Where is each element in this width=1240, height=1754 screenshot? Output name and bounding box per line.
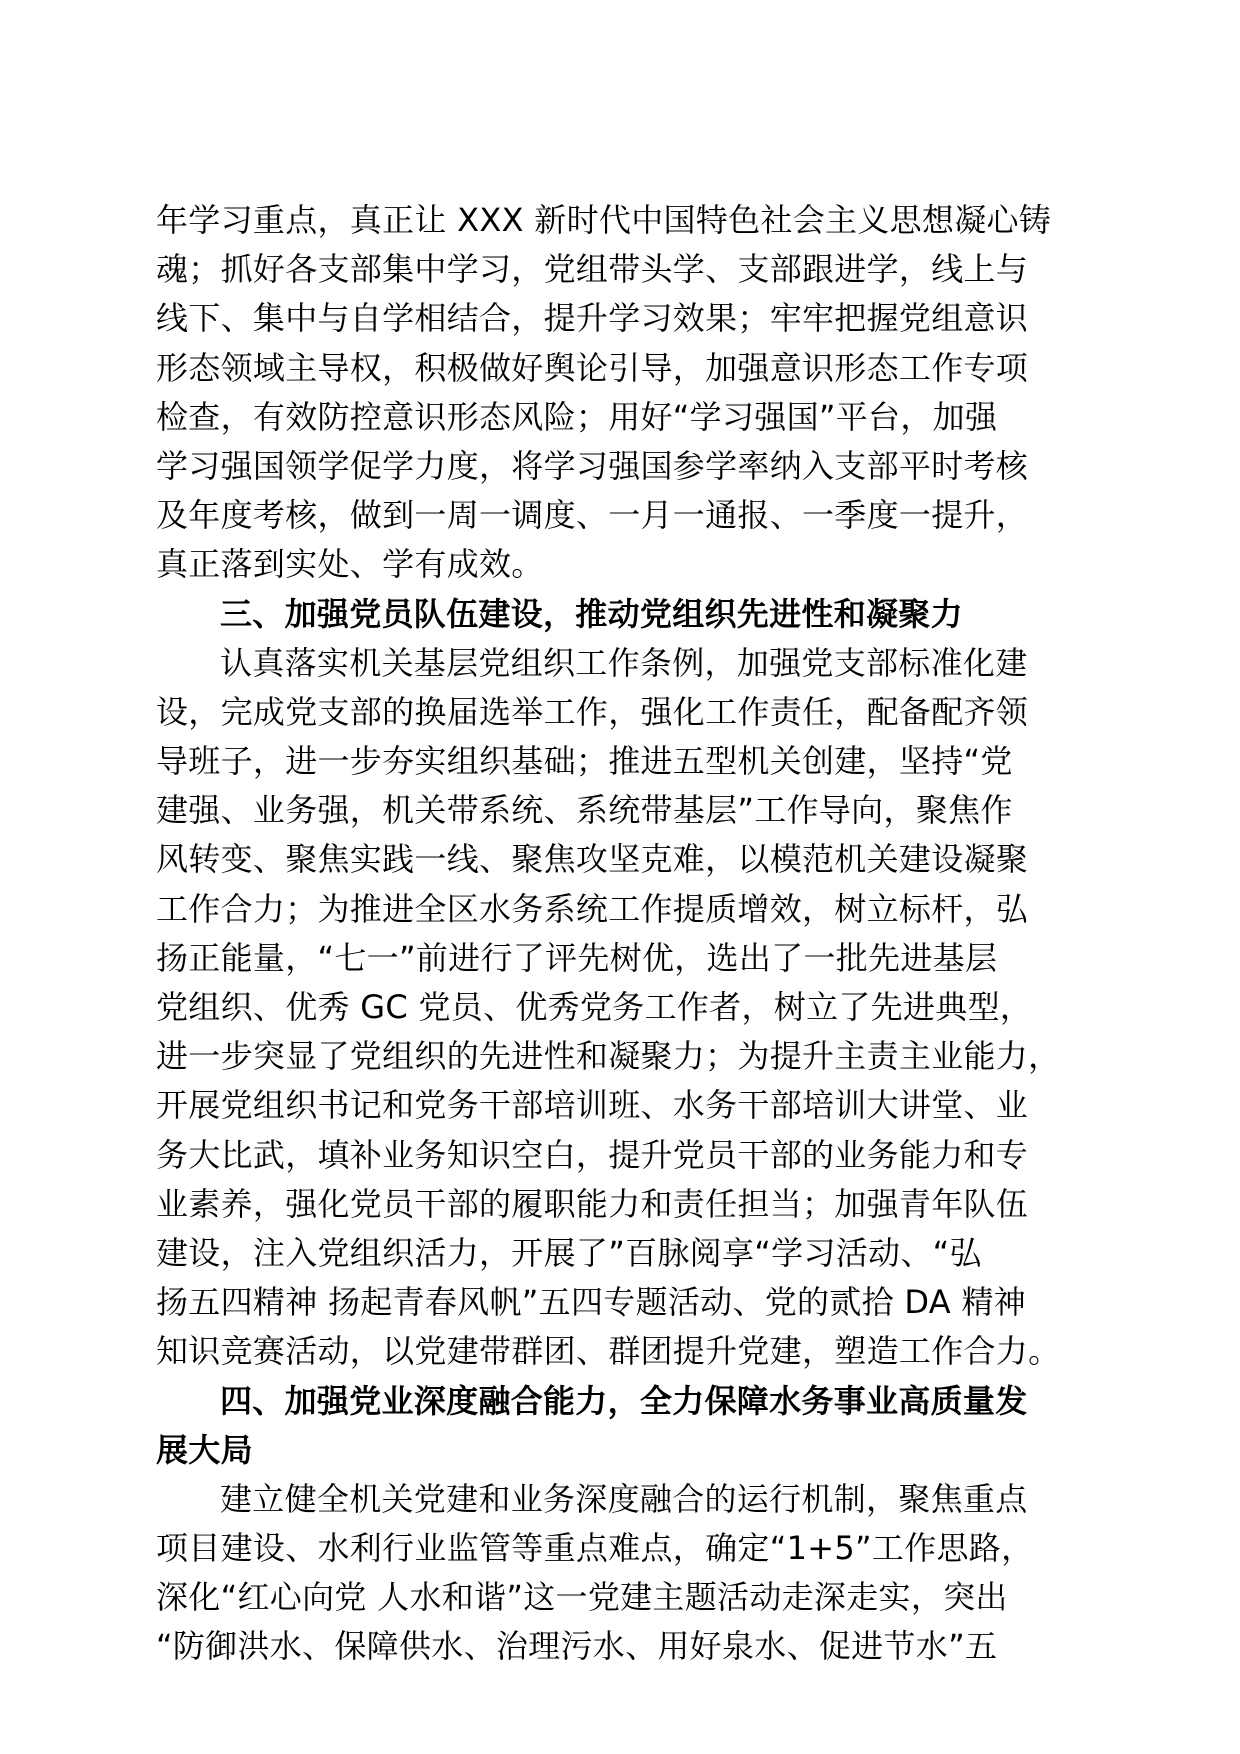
body-line: 工作合力；为推进全区水务系统工作提质增效，树立标杆，弘 [156,889,1029,928]
body-line: 线下、集中与自学相结合，提升学习效果；牢牢把握党组意识 [156,299,1029,338]
body-line: 风转变、聚焦实践一线、聚焦攻坚克难，以模范机关建设凝聚 [156,840,1029,879]
body-line: 业素养，强化党员干部的履职能力和责任担当；加强青年队伍 [156,1184,1029,1223]
body-line: 形态领域主导权，积极做好舆论引导，加强意识形态工作专项 [156,348,1029,387]
body-line: 进一步突显了党组织的先进性和凝聚力；为提升主责主业能力， [156,1037,1061,1076]
body-line: 导班子，进一步夯实组织基础；推进五型机关创建，坚持“党 [156,742,1013,781]
body-line: 知识竞赛活动，以党建带群团、群团提升党建，塑造工作合力。 [156,1332,1061,1371]
body-line: 项目建设、水利行业监管等重点难点，确定“1+5”工作思路， [156,1529,1034,1568]
section-heading-4: 四、加强党业深度融合能力，全力保障水务事业高质量发 [220,1381,1028,1420]
body-line: 党组织、优秀 GC 党员、优秀党务工作者，树立了先进典型， [156,988,1033,1026]
body-line: 检查，有效防控意识形态风险；用好“学习强国”平台，加强 [156,397,998,436]
body-line: 务大比武，填补业务知识空白，提升党员干部的业务能力和专 [156,1135,1029,1174]
body-line: 学习强国领学促学力度，将学习强国参学率纳入支部平时考核 [156,446,1029,485]
body-line: 设，完成党支部的换届选举工作，强化工作责任，配备配齐领 [156,692,1029,731]
section-heading-4-continued: 展大局 [156,1430,253,1469]
paragraph-start-line: 认真落实机关基层党组织工作条例，加强党支部标准化建 [220,643,1028,682]
body-line: 真正落到实处、学有成效。 [156,545,544,584]
body-line: 及年度考核，做到一周一调度、一月一通报、一季度一提升， [156,496,1029,535]
body-line: 深化“红心向党 人水和谐”这一党建主题活动走深走实，突出 [156,1578,1008,1617]
body-line: 扬五四精神 扬起青春风帆”五四专题活动、党的贰拾 DA 精神 [156,1283,1027,1322]
body-line: 魂；抓好各支部集中学习，党组带头学、支部跟进学，线上与 [156,250,1029,289]
body-line: 建强、业务强，机关带系统、系统带基层”工作导向，聚焦作 [156,791,1013,830]
body-line: “防御洪水、保障供水、治理污水、用好泉水、促进节水”五 [156,1627,998,1666]
body-line: 年学习重点，真正让 XXX 新时代中国特色社会主义思想凝心铸 [156,201,1052,239]
body-line: 开展党组织书记和党务干部培训班、水务干部培训大讲堂、业 [156,1086,1029,1125]
body-line: 扬正能量，“七一”前进行了评先树优，选出了一批先进基层 [156,938,998,977]
section-heading-3: 三、加强党员队伍建设，推动党组织先进性和凝聚力 [220,594,963,633]
document-page [156,196,1096,1672]
body-line: 建设，注入党组织活力，开展了”百脉阅享“学习活动、“弘 [156,1233,982,1272]
paragraph-start-line: 建立健全机关党建和业务深度融合的运行机制，聚焦重点 [220,1479,1028,1518]
